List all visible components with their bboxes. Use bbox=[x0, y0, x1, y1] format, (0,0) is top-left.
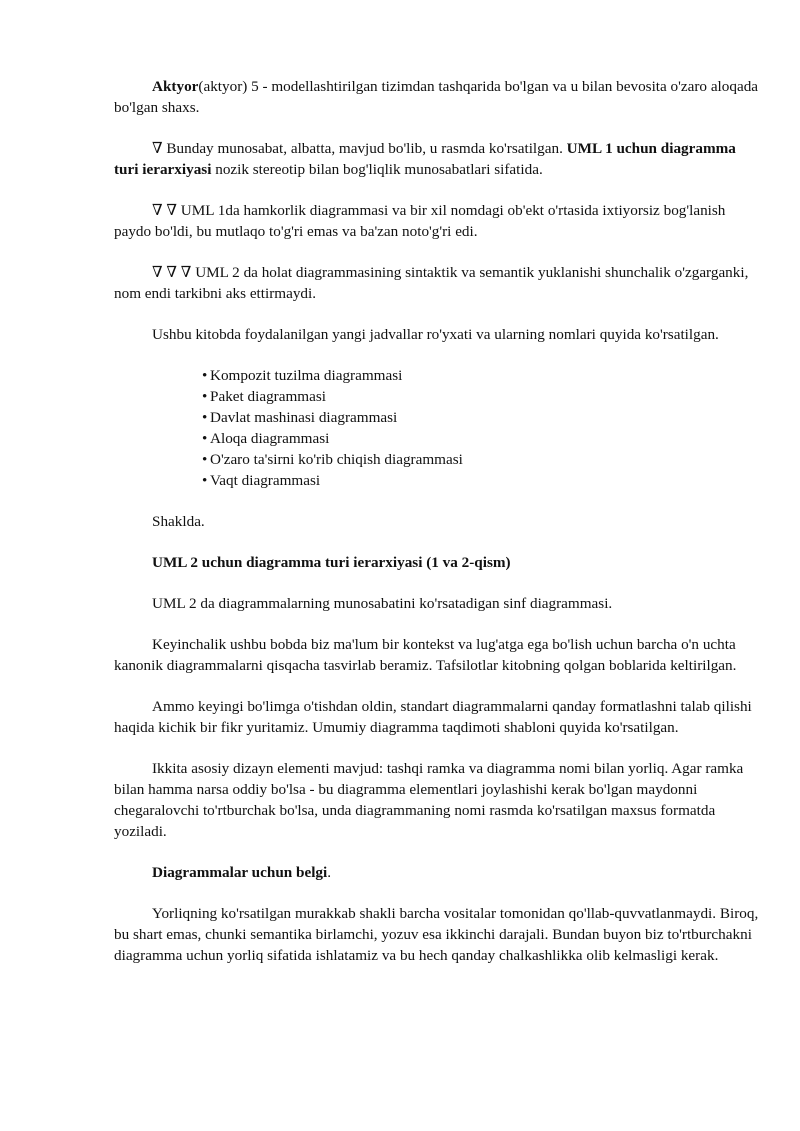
list-item-label: Kompozit tuzilma diagrammasi bbox=[210, 367, 403, 384]
list-item-label: Vaqt diagrammasi bbox=[210, 472, 321, 489]
bullet-icon: • bbox=[202, 409, 208, 426]
term-aktyor: Aktyor bbox=[152, 78, 199, 95]
list-item bbox=[202, 407, 760, 428]
list-item-label: Davlat mashinasi diagrammasi bbox=[210, 409, 398, 426]
paragraph-design-elements: Ikkita asosiy dizayn elementi mavjud: tashqi ramka va diagramma nomi bilan yorliq. Agar ramka bilan hamma narsa oddiy bo'lsa - bu diagramma elementlari joylashishi kerak bo'lgan maydonni chegaralovchi to'rtburchak bo'lsa, unda diagrammaning nomi rasmda ko'rsatilgan maxsus formatda yoziladi. bbox=[114, 760, 744, 840]
list-item-label: Aloqa diagrammasi bbox=[210, 430, 330, 447]
document-body bbox=[114, 76, 760, 966]
paragraph-label-shape: Yorliqning ko'rsatilgan murakkab shakli barcha vositalar tomonidan qo'llab-quvvatlanmaydi. Biroq, bu shart emas, chunki semantika birlamchi, yozuv esa ikkinchi darajali. Bundan buyon biz to'rtburchakni diagramma uchun yorliq sifatida ishlatamiz va bu hech qanday chalkashlikka olib kelmasligi kerak. bbox=[114, 905, 759, 964]
figure-caption bbox=[114, 552, 760, 573]
list-item-label: O'zaro ta'sirni ko'rib chiqish diagrammasi bbox=[210, 451, 463, 468]
caption-text: UML 2 uchun diagramma turi ierarxiyasi (1 va 2-qism) bbox=[152, 554, 511, 571]
caption-text: Diagrammalar uchun belgi bbox=[152, 864, 328, 881]
list-item bbox=[202, 449, 760, 470]
bullet-icon: • bbox=[202, 388, 208, 405]
paragraph-figure-ref: Shaklda. bbox=[152, 513, 205, 530]
paragraph-class-diagram: UML 2 da diagrammalarning munosabatini ko'rsatadigan sinf diagrammasi. bbox=[152, 595, 613, 612]
paragraph-text: (aktyor) 5 - modellashtirilgan tizimdan tashqarida bo'lgan va u bilan bevosita o'zaro aloqada bo'lgan shaxs. bbox=[114, 78, 759, 116]
figure-caption-notation bbox=[114, 862, 760, 883]
bullet-icon: • bbox=[202, 451, 208, 468]
list-item-label: Paket diagrammasi bbox=[210, 388, 326, 405]
list-item bbox=[202, 428, 760, 449]
paragraph-aktyor bbox=[114, 76, 760, 118]
bullet-icon: • bbox=[202, 472, 208, 489]
bullet-icon: • bbox=[202, 367, 208, 384]
diagram-list bbox=[114, 365, 760, 491]
paragraph-text: nozik stereotip bilan bog'liqlik munosabatlari sifatida. bbox=[211, 161, 543, 178]
paragraph-overview: Keyinchalik ushbu bobda biz ma'lum bir kontekst va lug'atga ega bo'lish uchun barcha o'n uchta kanonik diagrammalarni qisqacha tasvirlab beramiz. Tafsilotlar kitobning qolgan boblarida keltirilgan. bbox=[114, 636, 737, 674]
list-item bbox=[202, 386, 760, 407]
paragraph-list-intro: Ushbu kitobda foydalanilgan yangi jadvallar ro'yxati va ularning nomlari quyida ko'rsatilgan. bbox=[152, 326, 719, 343]
paragraph-note-1 bbox=[114, 138, 760, 180]
paragraph-note-3: ∇ ∇ ∇ UML 2 da holat diagrammasining sintaktik va semantik yuklanishi shunchalik o'zgarganki, nom endi tarkibni aks ettirmaydi. bbox=[114, 264, 749, 302]
paragraph-formatting: Ammo keyingi bo'limga o'tishdan oldin, standart diagrammalarni qanday formatlashni talab qilishi haqida kichik bir fikr yuritamiz. Umumiy diagramma taqdimoti shabloni quyida ko'rsatilgan. bbox=[114, 698, 752, 736]
paragraph-note-2: ∇ ∇ UML 1da hamkorlik diagrammasi va bir xil nomdagi ob'ekt o'rtasida ixtiyorsiz bog'lanish paydo bo'ldi, bu mutlaqo to'g'ri emas va ba'zan noto'g'ri edi. bbox=[114, 202, 726, 240]
bullet-icon: • bbox=[202, 430, 208, 447]
caption-punctuation: . bbox=[327, 864, 332, 881]
list-item bbox=[202, 365, 760, 386]
paragraph-text: ∇ Bunday munosabat, albatta, mavjud bo'lib, u rasmda ko'rsatilgan. bbox=[152, 140, 567, 157]
list-item bbox=[202, 470, 760, 491]
emphasis-text: UML 1 uchun diagramma turi ierarxiyasi bbox=[114, 140, 736, 178]
